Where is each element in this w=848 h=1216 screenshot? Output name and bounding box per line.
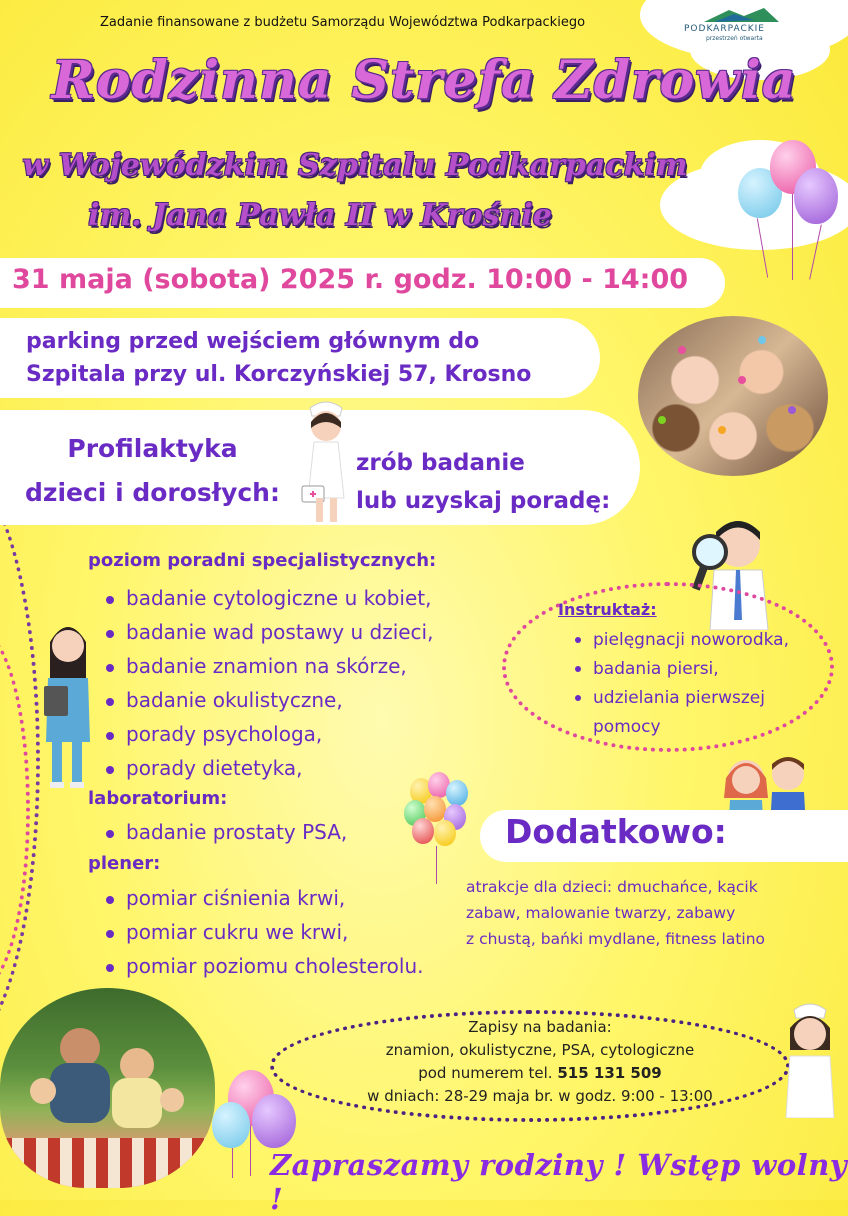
nurse-bottom-illustration: [778, 1000, 842, 1118]
dodatkowo-line2: zabaw, malowanie twarzy, zabawy: [466, 904, 736, 922]
balloon-cluster: [434, 820, 456, 846]
registration-info: [330, 1016, 750, 1108]
profilaktyka-line1: Profilaktyka: [67, 434, 238, 463]
instruktaz-list: [575, 626, 789, 742]
balloon-string: [250, 1126, 251, 1176]
services-section: [88, 550, 436, 571]
logo-subtext: przestrzeń otwarta: [706, 35, 763, 42]
registration-line4: w dniach: 28-29 maja br. w godz. 9:00 - 13:00: [367, 1087, 713, 1105]
funding-notice: Zadanie finansowane z budżetu Samorządu Województwa Podkarpackiego: [100, 15, 586, 30]
instruktaz-title: Instruktaż:: [558, 600, 657, 619]
specialist-list: [106, 581, 433, 785]
location-line1: parking przed wejściem głównym do: [26, 329, 480, 354]
list-item: badanie znamion na skórze,: [106, 649, 433, 683]
balloon-string: [792, 194, 793, 280]
location-line2: Szpitala przy ul. Korczyńskiej 57, Krosno: [26, 362, 532, 387]
footer-invitation: Zapraszamy rodziny ! Wstęp wolny !: [270, 1148, 848, 1216]
podkarpackie-logo: [684, 6, 784, 40]
list-item: badanie okulistyczne,: [106, 683, 433, 717]
list-item: pomiar poziomu cholesterolu.: [106, 949, 424, 983]
dodatkowo-line1: atrakcje dla dzieci: dmuchańce, kącik: [466, 878, 758, 896]
balloon-string: [232, 1148, 233, 1178]
list-item: badanie cytologiczne u kobiet,: [106, 581, 433, 615]
profilaktyka-heading: [10, 427, 295, 515]
registration-line3: pod numerem tel. 515 131 509: [418, 1064, 662, 1082]
logo-mountain-icon: [684, 6, 784, 24]
main-title: Rodzinna Strefa Zdrowia: [51, 50, 797, 111]
list-item: porady psychologa,: [106, 717, 433, 751]
list-item: pomiar ciśnienia krwi,: [106, 881, 424, 915]
list-item: badanie prostaty PSA,: [106, 815, 347, 849]
event-location: [26, 325, 531, 391]
registration-phone[interactable]: 515 131 509: [557, 1064, 662, 1082]
dodatkowo-line3: z chustą, bańki mydlane, fitness latino: [466, 930, 766, 948]
list-item: badanie wad postawy u dzieci,: [106, 615, 433, 649]
nurse-clipboard-illustration: [38, 612, 98, 792]
registration-line1: Zapisy na badania:: [468, 1018, 612, 1036]
subtitle-line2: im. Jana Pawła II w Krośnie: [88, 198, 552, 233]
lab-heading: laboratorium:: [88, 788, 228, 809]
cta-line1: zrób badanie: [356, 450, 525, 476]
dodatkowo-title: Dodatkowo:: [505, 812, 727, 851]
plener-heading: plener:: [88, 853, 161, 874]
dodatkowo-description: [466, 874, 826, 952]
list-item: pomiar cukru we krwi,: [106, 915, 424, 949]
event-date: 31 maja (sobota) 2025 r. godz. 10:00 - 14:00: [12, 264, 689, 295]
balloon-purple-bottom: [252, 1094, 296, 1148]
list-item: porady dietetyka,: [106, 751, 433, 785]
profilaktyka-line2: dzieci i dorosłych:: [25, 478, 280, 507]
lab-list: [106, 815, 347, 849]
family-photo: [0, 988, 215, 1188]
list-item-continuation: pomocy: [593, 717, 661, 737]
plener-list: [106, 881, 424, 983]
registration-line2: znamion, okulistyczne, PSA, cytologiczne: [385, 1041, 695, 1059]
list-item: pielęgnacji noworodka,: [575, 626, 789, 655]
list-item: udzielania pierwszej: [575, 684, 789, 713]
logo-text: PODKARPACKIE: [684, 24, 765, 34]
balloon-cluster: [412, 818, 434, 844]
balloon-blue-bottom: [212, 1102, 250, 1148]
nurse-illustration: [296, 398, 356, 528]
balloon-cluster: [446, 780, 468, 806]
balloon-string: [436, 846, 437, 884]
subtitle-line1: w Wojewódzkim Szpitalu Podkarpackim: [22, 148, 688, 183]
list-item: badania piersi,: [575, 655, 789, 684]
cta-line2: lub uzyskaj poradę:: [356, 488, 611, 514]
call-to-action: [356, 444, 610, 520]
balloon-purple: [794, 168, 838, 224]
specialist-heading: poziom poradni specjalistycznych:: [88, 550, 437, 571]
kids-photo: [638, 316, 828, 476]
